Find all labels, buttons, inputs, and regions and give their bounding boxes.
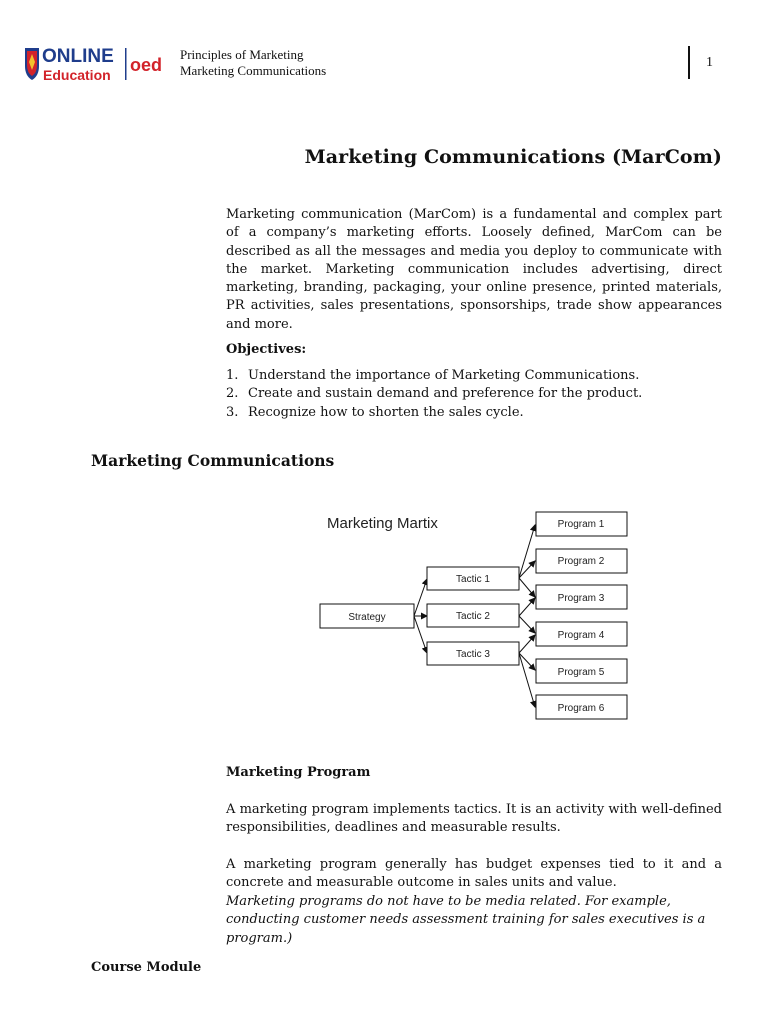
objectives-heading: Objectives: (226, 342, 307, 357)
objectives-list (226, 367, 722, 422)
marketing-program-paragraph-1: A marketing program implements tactics. It is an activity with well-defined responsibilities, deadlines and measurable results. (226, 802, 722, 836)
program-3-label: Program 3 (557, 593, 605, 604)
program-2-label: Program 2 (557, 556, 605, 567)
course-module-heading: Course Module (91, 960, 202, 975)
program-6-label: Program 6 (557, 703, 605, 714)
logo-education-text: Education (43, 67, 111, 83)
list-item: 1. Understand the importance of Marketing Communications. (226, 368, 640, 383)
marketing-program-paragraph-2: A marketing program generally has budget expenses tied to it and a concrete and measurable outcome in sales units and value. (226, 857, 722, 891)
marketing-matrix-diagram (314, 505, 634, 727)
logo-oed-text: OED (130, 55, 163, 75)
online-education-logo (22, 44, 177, 86)
program-5-label: Program 5 (557, 667, 605, 678)
logo-online-text: ONLINE (42, 46, 114, 67)
header-course-info (180, 47, 326, 79)
marketing-program-heading: Marketing Program (226, 765, 371, 780)
page-title: Marketing Communications (MarCom) (304, 146, 722, 168)
strategy-label: Strategy (348, 612, 386, 623)
diagram-title: Marketing Martix (327, 515, 438, 532)
program-4-label: Program 4 (557, 630, 605, 641)
page-number: 1 (706, 55, 713, 70)
course-title: Principles of Marketing (180, 47, 304, 62)
intro-paragraph: Marketing communication (MarCom) is a fundamental and complex part of a company’s marketing efforts. Loosely defined, MarCom can be described as all the messages and media you deploy to communicate with the market. Marketing communication includes advertising, direct marketing, branding, packaging, your online presence, printed materials, PR activities, sales presentations, sponsorships, trade show appearances and more. (226, 207, 722, 332)
tactic-3-label: Tactic 3 (456, 649, 490, 660)
module-title: Marketing Communications (180, 63, 327, 78)
tactic-1-label: Tactic 1 (456, 574, 490, 585)
marketing-program-note: Marketing programs do not have to be media related. For example, conducting customer needs assessment training for sales executives is a program.) (226, 894, 706, 946)
program-1-label: Program 1 (557, 519, 605, 530)
header-divider (688, 46, 690, 79)
section-heading: Marketing Communications (91, 451, 335, 470)
tactic-2-label: Tactic 2 (456, 611, 490, 622)
list-item: 2. Create and sustain demand and preference for the product. (226, 386, 643, 402)
list-item: 3. Recognize how to shorten the sales cycle. (226, 404, 524, 420)
